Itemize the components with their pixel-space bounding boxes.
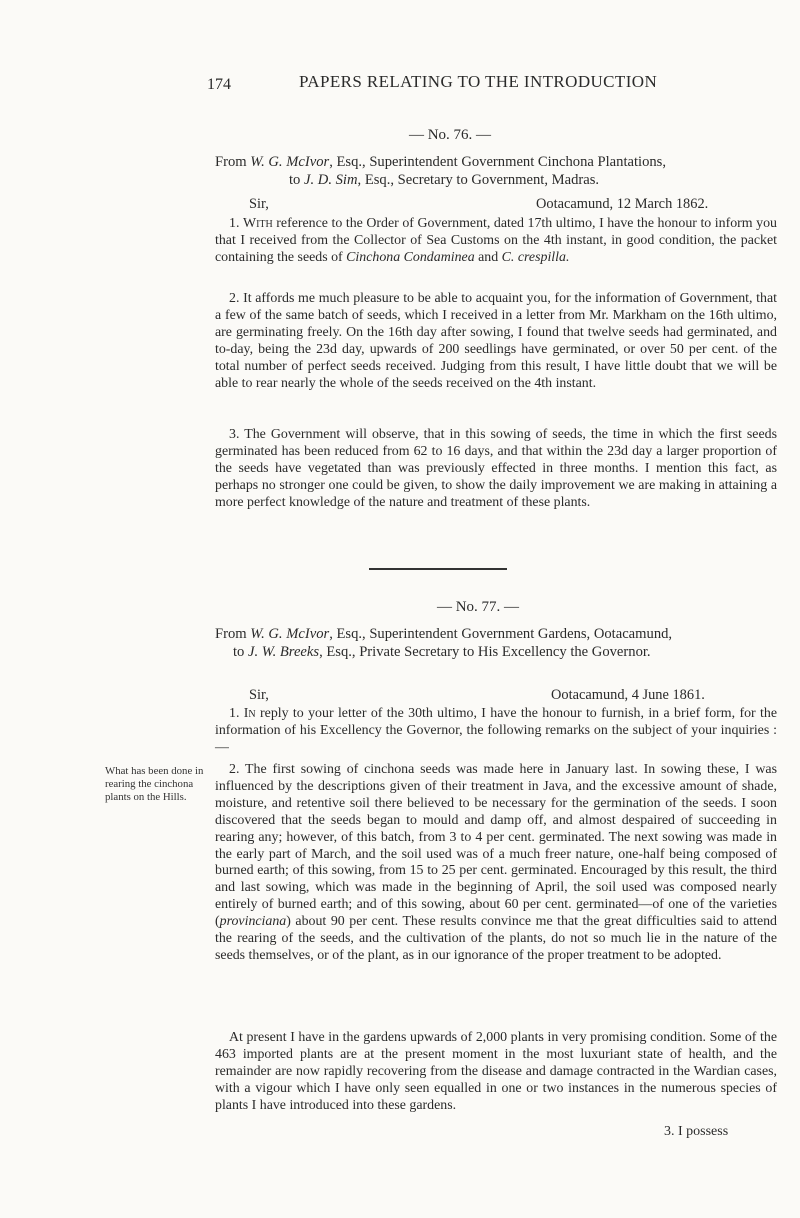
page-number: 174	[207, 76, 231, 93]
margin-sidenote: What has been done in rearing the cinchona plants on the Hills.	[105, 765, 204, 803]
recipient-title: , Esq., Private Secretary to His Excellency the Governor.	[319, 644, 651, 660]
recipient-name: J. D. Sim	[304, 172, 358, 188]
to-prefix: to	[233, 644, 248, 660]
letter-77-number: — No. 77. —	[436, 599, 520, 615]
letter-77-address	[215, 625, 775, 661]
letter-77-paragraph-3: At present I have in the gardens upwards of 2,000 plants in very promising condition. Some of the 463 imported plants are at the present moment in the most luxuriant state of health, and the remainder are now rapidly recovering from the disease and damage contracted in the Wardian cases, with a vigour which I have only seen equalled in one or two instances in the numerous species of plants I have introduced into these gardens.	[215, 1030, 777, 1113]
sender-title: , Esq., Superintendent Government Cinchona Plantations,	[329, 154, 667, 170]
recipient-name: J. W. Breeks	[248, 644, 320, 660]
sender-name: W. G. McIvor	[250, 154, 330, 170]
section-divider-rule	[369, 568, 507, 570]
letter-76-number: — No. 76. —	[408, 127, 492, 143]
letter-77-salutation: Sir,	[249, 687, 269, 703]
recipient-title: , Esq., Secretary to Government, Madras.	[357, 172, 600, 188]
letter-77-paragraph-2: 2. The first sowing of cinchona seeds was made here in January last. In sowing these, I was influenced by the descriptions given of their treatment in Java, and the excessive amount of shade, moisture, and retentive soil there believed to be necessary for the germination of the seeds. I soon discovered that the seeds began to mould and damp off, and almost despaired of succeeding in rearing any; however, of this batch, from 3 to 4 per cent. germinated. The next sowing was made in the early part of March, and the soil used was of a much freer nature, one-half being composed of burned earth; of this sowing, from 15 to 25 per cent. germinated. Encouraged by this result, the third and last sowing, which was made in the beginning of April, the soil used was composed nearly entirely of burned earth; and of this sowing, about 60 per cent. germinated—of one of the varieties (provinciana) about 90 per cent. These results convince me that the great difficulties said to attend the rearing of the seeds, and the cultivation of the plants, do not so much lie in the nature of the seeds themselves, or of the plant, as in our ignorance of the proper treatment to be adopted.	[215, 762, 777, 963]
letter-76-dateline: Ootacamund, 12 March 1862.	[536, 196, 709, 212]
letter-77-dateline: Ootacamund, 4 June 1861.	[551, 687, 705, 703]
catchword: 3. I possess	[664, 1124, 729, 1139]
letter-76-salutation: Sir,	[249, 196, 269, 212]
from-prefix: From	[215, 154, 251, 170]
letter-77-paragraph-1: 1. In reply to your letter of the 30th ultimo, I have the honour to furnish, in a brief form, for the information of his Excellency the Governor, the following remarks on the subject of your inquiries :—	[215, 706, 777, 755]
letter-76-paragraph-2: 2. It affords me much pleasure to be able to acquaint you, for the information of Government, that a few of the same batch of seeds, which I received in a letter from Mr. Markham on the 16th ultimo, are germinating freely. On the 16th day after sowing, I found that twelve seeds had germinated, and to-day, being the 23d day, upwards of 200 seedlings have germinated, or over 50 per cent. of the total number of perfect seeds received. Judging from this result, I have little doubt that we will be able to rear nearly the whole of the seeds received on the 4th instant.	[215, 291, 777, 391]
to-prefix: to	[289, 172, 304, 188]
sender-title: , Esq., Superintendent Government Gardens, Ootacamund,	[329, 626, 673, 642]
letter-76-paragraph-1: 1. With reference to the Order of Government, dated 17th ultimo, I have the honour to inform you that I received from the Collector of Sea Customs on the 4th instant, in good condition, the packet containing the seeds of Cinchona Condaminea and C. crespilla.	[215, 216, 777, 265]
running-head: PAPERS RELATING TO THE INTRODUCTION	[299, 72, 658, 91]
letter-76-address	[215, 153, 775, 189]
from-prefix: From	[215, 626, 251, 642]
sender-name: W. G. McIvor	[250, 626, 330, 642]
letter-76-paragraph-3: 3. The Government will observe, that in this sowing of seeds, the time in which the first seeds germinated has been reduced from 62 to 16 days, and that within the 23d day a larger proportion of the seeds have vegetated than was previously effected in three months. I mention this fact, as perhaps no stronger one could be given, to show the daily improvement we are making in attaining a more perfect knowledge of the nature and treatment of these plants.	[215, 427, 777, 510]
